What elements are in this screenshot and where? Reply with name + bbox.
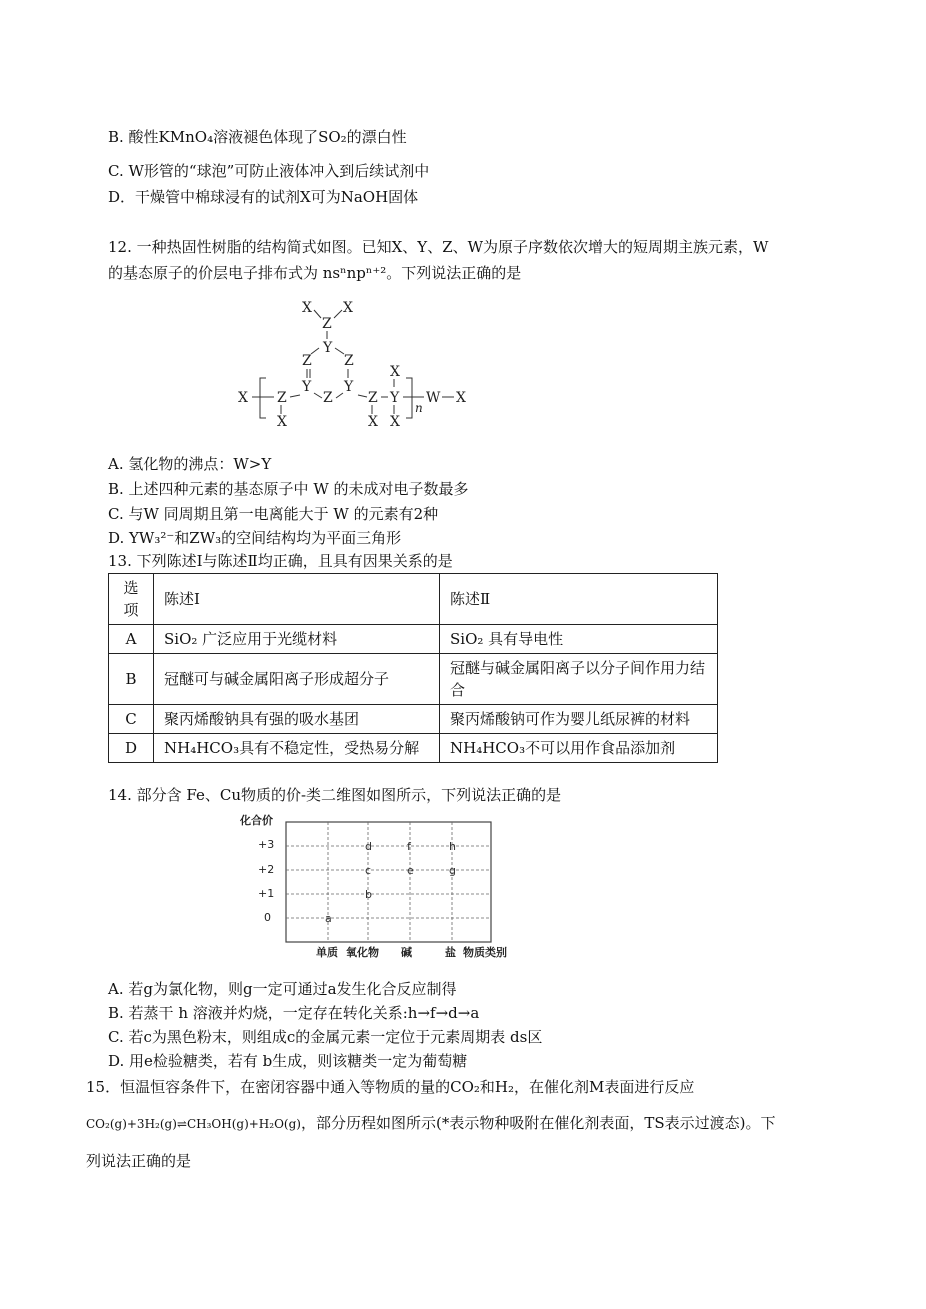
ytick-label: +3 xyxy=(258,838,275,851)
atom-z-left: Z xyxy=(277,390,287,406)
point-c: c xyxy=(365,864,372,877)
q12-option-a: A. 氢化物的沸点：W>Y xyxy=(108,455,272,473)
table-cell: NH₄HCO₃具有不稳定性，受热易分解 xyxy=(154,734,440,763)
q11-option-c: C. W形管的“球泡”可防止液体冲入到后续试剂中 xyxy=(108,162,430,180)
q12-structure-diagram xyxy=(230,290,480,440)
atom-z-right: Z xyxy=(368,390,378,406)
point-e: e xyxy=(407,864,414,877)
xtick-label: 盐 xyxy=(445,946,456,959)
table-cell: B xyxy=(109,654,154,705)
q12-option-d: D. YW₃²⁻和ZW₃的空间结构均为平面三角形 xyxy=(108,529,402,547)
chart-ylabel: 化合价 xyxy=(240,814,273,827)
table-cell: D xyxy=(109,734,154,763)
table-row xyxy=(109,734,718,763)
table-cell: A xyxy=(109,625,154,654)
table-row xyxy=(109,625,718,654)
table-header-cell: 陈述Ⅱ xyxy=(440,574,718,625)
table-cell: 聚丙烯酸钠具有强的吸水基团 xyxy=(154,705,440,734)
q15-stem-line2 xyxy=(86,1112,775,1135)
q14-valence-class-chart xyxy=(238,810,528,965)
q15-stem-line2-text: ，部分历程如图所示(*表示物种吸附在催化剂表面，TS表示过渡态)。下 xyxy=(300,1114,776,1132)
atom-x-left-bottom: X xyxy=(277,414,287,430)
ytick-label: +2 xyxy=(258,863,275,876)
atom-x-right-top: X xyxy=(390,364,400,380)
point-h: h xyxy=(449,840,456,853)
q13-stem: 13. 下列陈述Ⅰ与陈述Ⅱ均正确，且具有因果关系的是 xyxy=(108,552,453,570)
xtick-label: 单质 xyxy=(316,946,338,959)
table-row xyxy=(109,654,718,705)
q14-stem: 14. 部分含 Fe、Cu物质的价-类二维图如图所示，下列说法正确的是 xyxy=(108,786,562,804)
ytick-label: +1 xyxy=(258,887,275,900)
chart-frame xyxy=(286,822,491,942)
xtick-label: 氧化物 xyxy=(346,946,379,959)
table-cell: C xyxy=(109,705,154,734)
point-g: g xyxy=(449,864,456,877)
point-b: b xyxy=(365,888,372,901)
q13-table xyxy=(108,573,718,763)
q11-option-b: B. 酸性KMnO₄溶液褪色体现了SO₂的漂白性 xyxy=(108,128,407,146)
atom-x-right-bottom1: X xyxy=(368,414,378,430)
q12-option-b: B. 上述四种元素的基态原子中 W 的未成对电子数最多 xyxy=(108,480,469,498)
xtick-label: 碱 xyxy=(401,946,412,959)
atom-y-ring-right: Y xyxy=(344,379,354,395)
table-header-row xyxy=(109,574,718,625)
q15-equation: CO₂(g)+3H₂(g)⇌CH₃OH(g)+H₂O(g) xyxy=(86,1117,301,1131)
q12-stem-line1: 12. 一种热固性树脂的结构简式如图。已知X、Y、Z、W为原子序数依次增大的短周期主族元素，W xyxy=(108,238,769,256)
atom-y-ring-left: Y xyxy=(302,379,312,395)
table-cell: SiO₂ 具有导电性 xyxy=(440,625,718,654)
atom-x-right-bottom2: X xyxy=(390,414,400,430)
q14-option-c: C. 若c为黑色粉末，则组成c的金属元素一定位于元素周期表 ds区 xyxy=(108,1028,543,1046)
q14-option-a: A. 若g为氯化物，则g一定可通过a发生化合反应制得 xyxy=(108,980,457,998)
table-cell: 冠醚可与碱金属阳离子形成超分子 xyxy=(154,654,440,705)
table-row xyxy=(109,705,718,734)
subscript-n: n xyxy=(415,401,423,415)
atom-x-top-right: X xyxy=(343,300,353,316)
q11-option-d: D．干燥管中棉球浸有的试剂X可为NaOH固体 xyxy=(108,188,419,206)
atom-x-left: X xyxy=(238,390,248,406)
table-cell: NH₄HCO₃不可以用作食品添加剂 xyxy=(440,734,718,763)
q14-option-d: D. 用e检验糖类，若有 b生成，则该糖类一定为葡萄糖 xyxy=(108,1052,468,1070)
table-header-cell: 陈述Ⅰ xyxy=(154,574,440,625)
atom-z-ring-left: Z xyxy=(302,353,312,369)
q12-option-c: C. 与W 同周期且第一电离能大于 W 的元素有2种 xyxy=(108,505,439,523)
table-cell: SiO₂ 广泛应用于光缆材料 xyxy=(154,625,440,654)
atom-x-top-left: X xyxy=(302,300,312,316)
atom-x-end: X xyxy=(456,390,466,406)
atom-y-top: Y xyxy=(323,340,333,356)
point-a: a xyxy=(325,912,332,925)
atom-y-right: Y xyxy=(390,390,400,406)
table-cell: 聚丙烯酸钠可作为婴儿纸尿裤的材料 xyxy=(440,705,718,734)
atom-z-top: Z xyxy=(322,316,332,332)
atom-z-ring-bottom: Z xyxy=(323,390,333,406)
ytick-label: 0 xyxy=(264,911,271,924)
q12-stem-line2: 的基态原子的价层电子排布式为 nsⁿnpⁿ⁺²。下列说法正确的是 xyxy=(108,264,522,282)
table-cell: 冠醚与碱金属阳离子以分子间作用力结合 xyxy=(440,654,718,705)
table-header-cell: 选项 xyxy=(109,574,154,625)
q15-stem-line3: 列说法正确的是 xyxy=(86,1152,192,1170)
point-f: f xyxy=(407,840,411,853)
q14-option-b: B. 若蒸干 h 溶液并灼烧，一定存在转化关系:h→f→d→a xyxy=(108,1004,480,1022)
chart-xlabel: 物质类别 xyxy=(463,946,507,959)
point-d: d xyxy=(365,840,372,853)
atom-w: W xyxy=(426,390,441,406)
atom-z-ring-right: Z xyxy=(344,353,354,369)
q15-stem-line1: 15．恒温恒容条件下，在密闭容器中通入等物质的量的CO₂和H₂，在催化剂M表面进行反应 xyxy=(86,1078,695,1096)
